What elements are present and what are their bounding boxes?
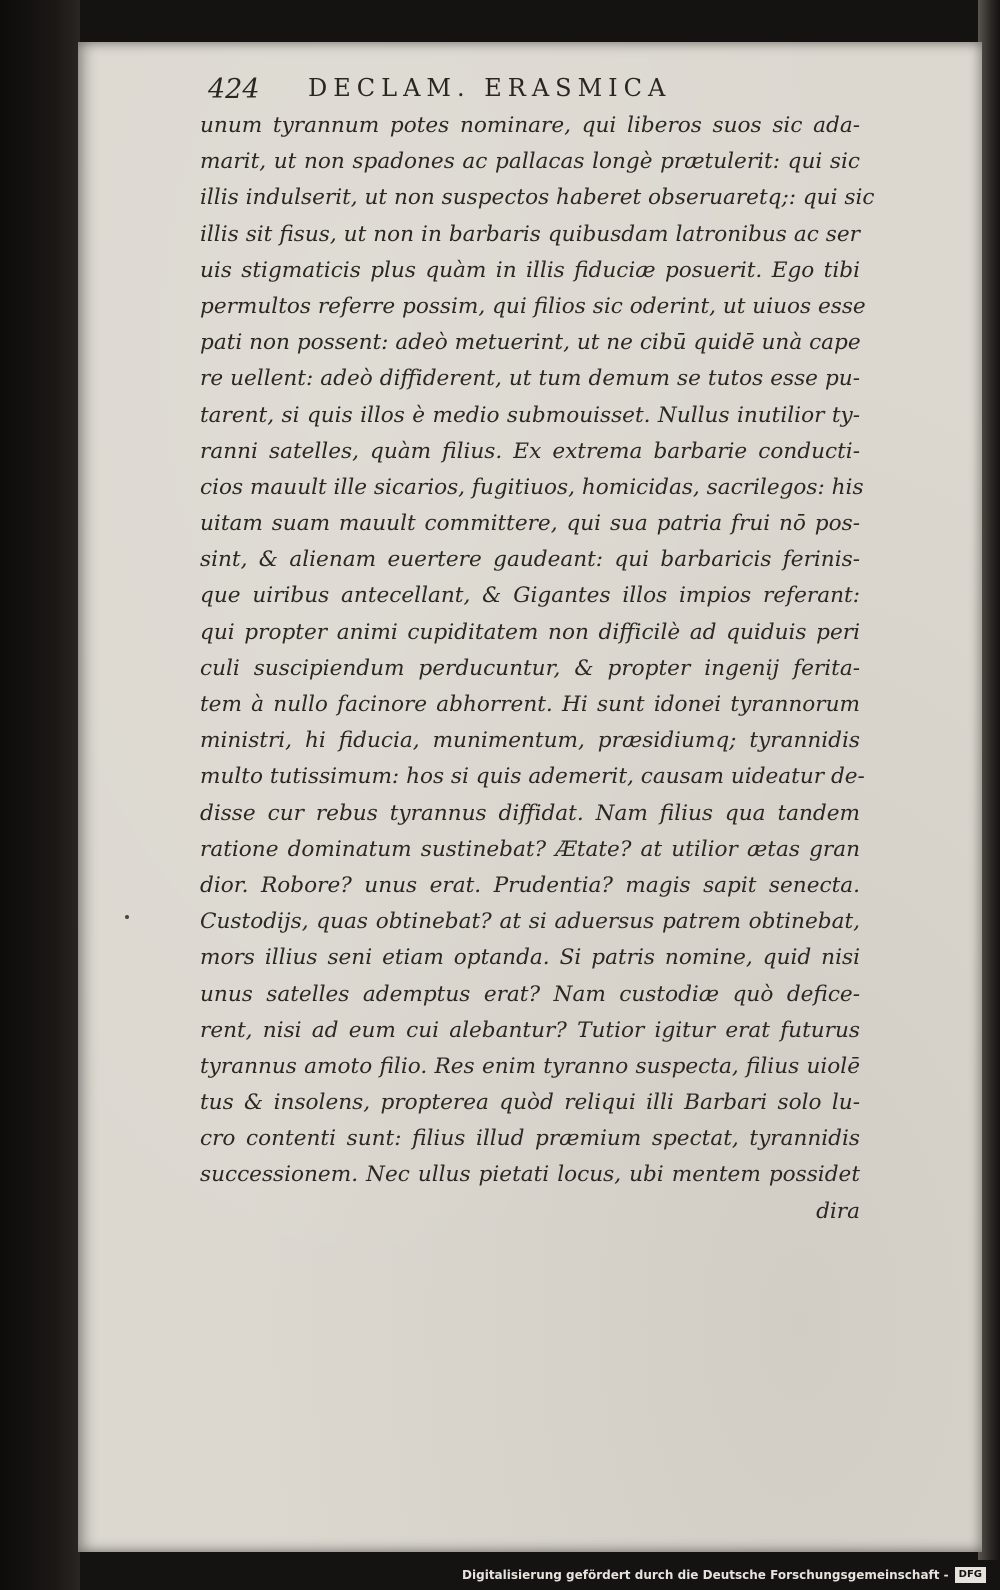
text-line: rent, nisi ad eum cui alebantur? Tutior igitur erat futurus xyxy=(200,1017,860,1043)
text-line: tarent, si quis illos è medio submouisset. Nullus inutilior ty- xyxy=(200,402,860,428)
text-line: uitam suam mauult committere, qui sua patria frui nō pos- xyxy=(200,511,860,537)
text-line: ministri, hi fiducia, munimentum, præsidiumq; tyrannidis xyxy=(200,728,860,754)
text-line: successionem. Nec ullus pietati locus, ubi mentem possidet xyxy=(200,1162,860,1188)
margin-mark xyxy=(125,915,129,919)
text-line: cro contenti sunt: filius illud præmium spectat, tyrannidis xyxy=(200,1126,860,1152)
text-line: Custodijs, quas obtinebat? at si aduersus patrem obtinebat, xyxy=(200,909,860,935)
text-line: unum tyrannum potes nominare, qui liberos suos sic ada- xyxy=(200,113,860,138)
page-number: 424 xyxy=(208,74,260,105)
text-line: tyrannus amoto filio. Res enim tyranno suspecta, filius uiolē xyxy=(200,1053,860,1079)
running-head: DECLAM. ERASMICA xyxy=(308,74,672,102)
text-line: disse cur rebus tyrannus diffidat. Nam filius qua tandem xyxy=(200,800,860,826)
text-line: marit, ut non spadones ac pallacas longè prætulerit: qui sic xyxy=(200,149,860,175)
catchword: dira xyxy=(816,1198,860,1224)
page-header xyxy=(208,70,848,110)
dfg-logo-icon: DFG xyxy=(955,1567,986,1583)
body-text xyxy=(200,108,875,1230)
text-line: mors illius seni etiam optanda. Si patris nomine, quid nisi xyxy=(200,945,860,971)
footer-credit-text: Digitalisierung gefördert durch die Deutsche Forschungsgemeinschaft - xyxy=(462,1568,949,1582)
text-line: qui propter animi cupiditatem non difficilè ad quiduis peri xyxy=(200,619,860,645)
text-line: unus satelles ademptus erat? Nam custodiæ quò defice- xyxy=(200,981,860,1007)
text-line: illis sit fisus, ut non in barbaris quibusdam latronibus ac ser xyxy=(200,221,860,247)
text-line: re uellent: adeò diffiderent, ut tum demum se tutos esse pu- xyxy=(200,366,860,392)
text-line: culi suscipiendum perducuntur, & propter ingenij ferita- xyxy=(200,655,860,681)
book-gutter-shadow xyxy=(0,0,80,1590)
text-line: sint, & alienam euertere gaudeant: qui barbaricis ferinis- xyxy=(200,547,860,573)
text-line: ratione dominatum sustinebat? Ætate? at utilior ætas gran xyxy=(200,836,860,862)
text-line: ranni satelles, quàm filius. Ex extrema barbarie conducti- xyxy=(200,438,860,464)
text-line: tem à nullo facinore abhorrent. Hi sunt idonei tyrannorum xyxy=(200,692,860,717)
text-line: multo tutissimum: hos si quis ademerit, causam uideatur de- xyxy=(200,764,865,790)
text-line: permultos referre possim, qui filios sic oderint, ut uiuos esse xyxy=(200,293,866,319)
text-line: dior. Robore? unus erat. Prudentia? magis sapit senecta. xyxy=(200,872,860,898)
text-line: pati non possent: adeò metuerint, ut ne cibū quidē unà cape xyxy=(200,330,861,356)
footer-credit xyxy=(462,1566,986,1584)
text-line: tus & insolens, propterea quòd reliqui illi Barbari solo lu- xyxy=(200,1090,860,1116)
text-line: illis indulserit, ut non suspectos haberet obseruaretq;: qui sic xyxy=(200,185,875,211)
text-line: que uiribus antecellant, & Gigantes illos impios referant: xyxy=(200,583,860,609)
text-line: cios mauult ille sicarios, fugitiuos, homicidas, sacrilegos: his xyxy=(200,474,864,500)
text-line: uis stigmaticis plus quàm in illis fiduciæ posuerit. Ego tibi xyxy=(200,257,860,283)
